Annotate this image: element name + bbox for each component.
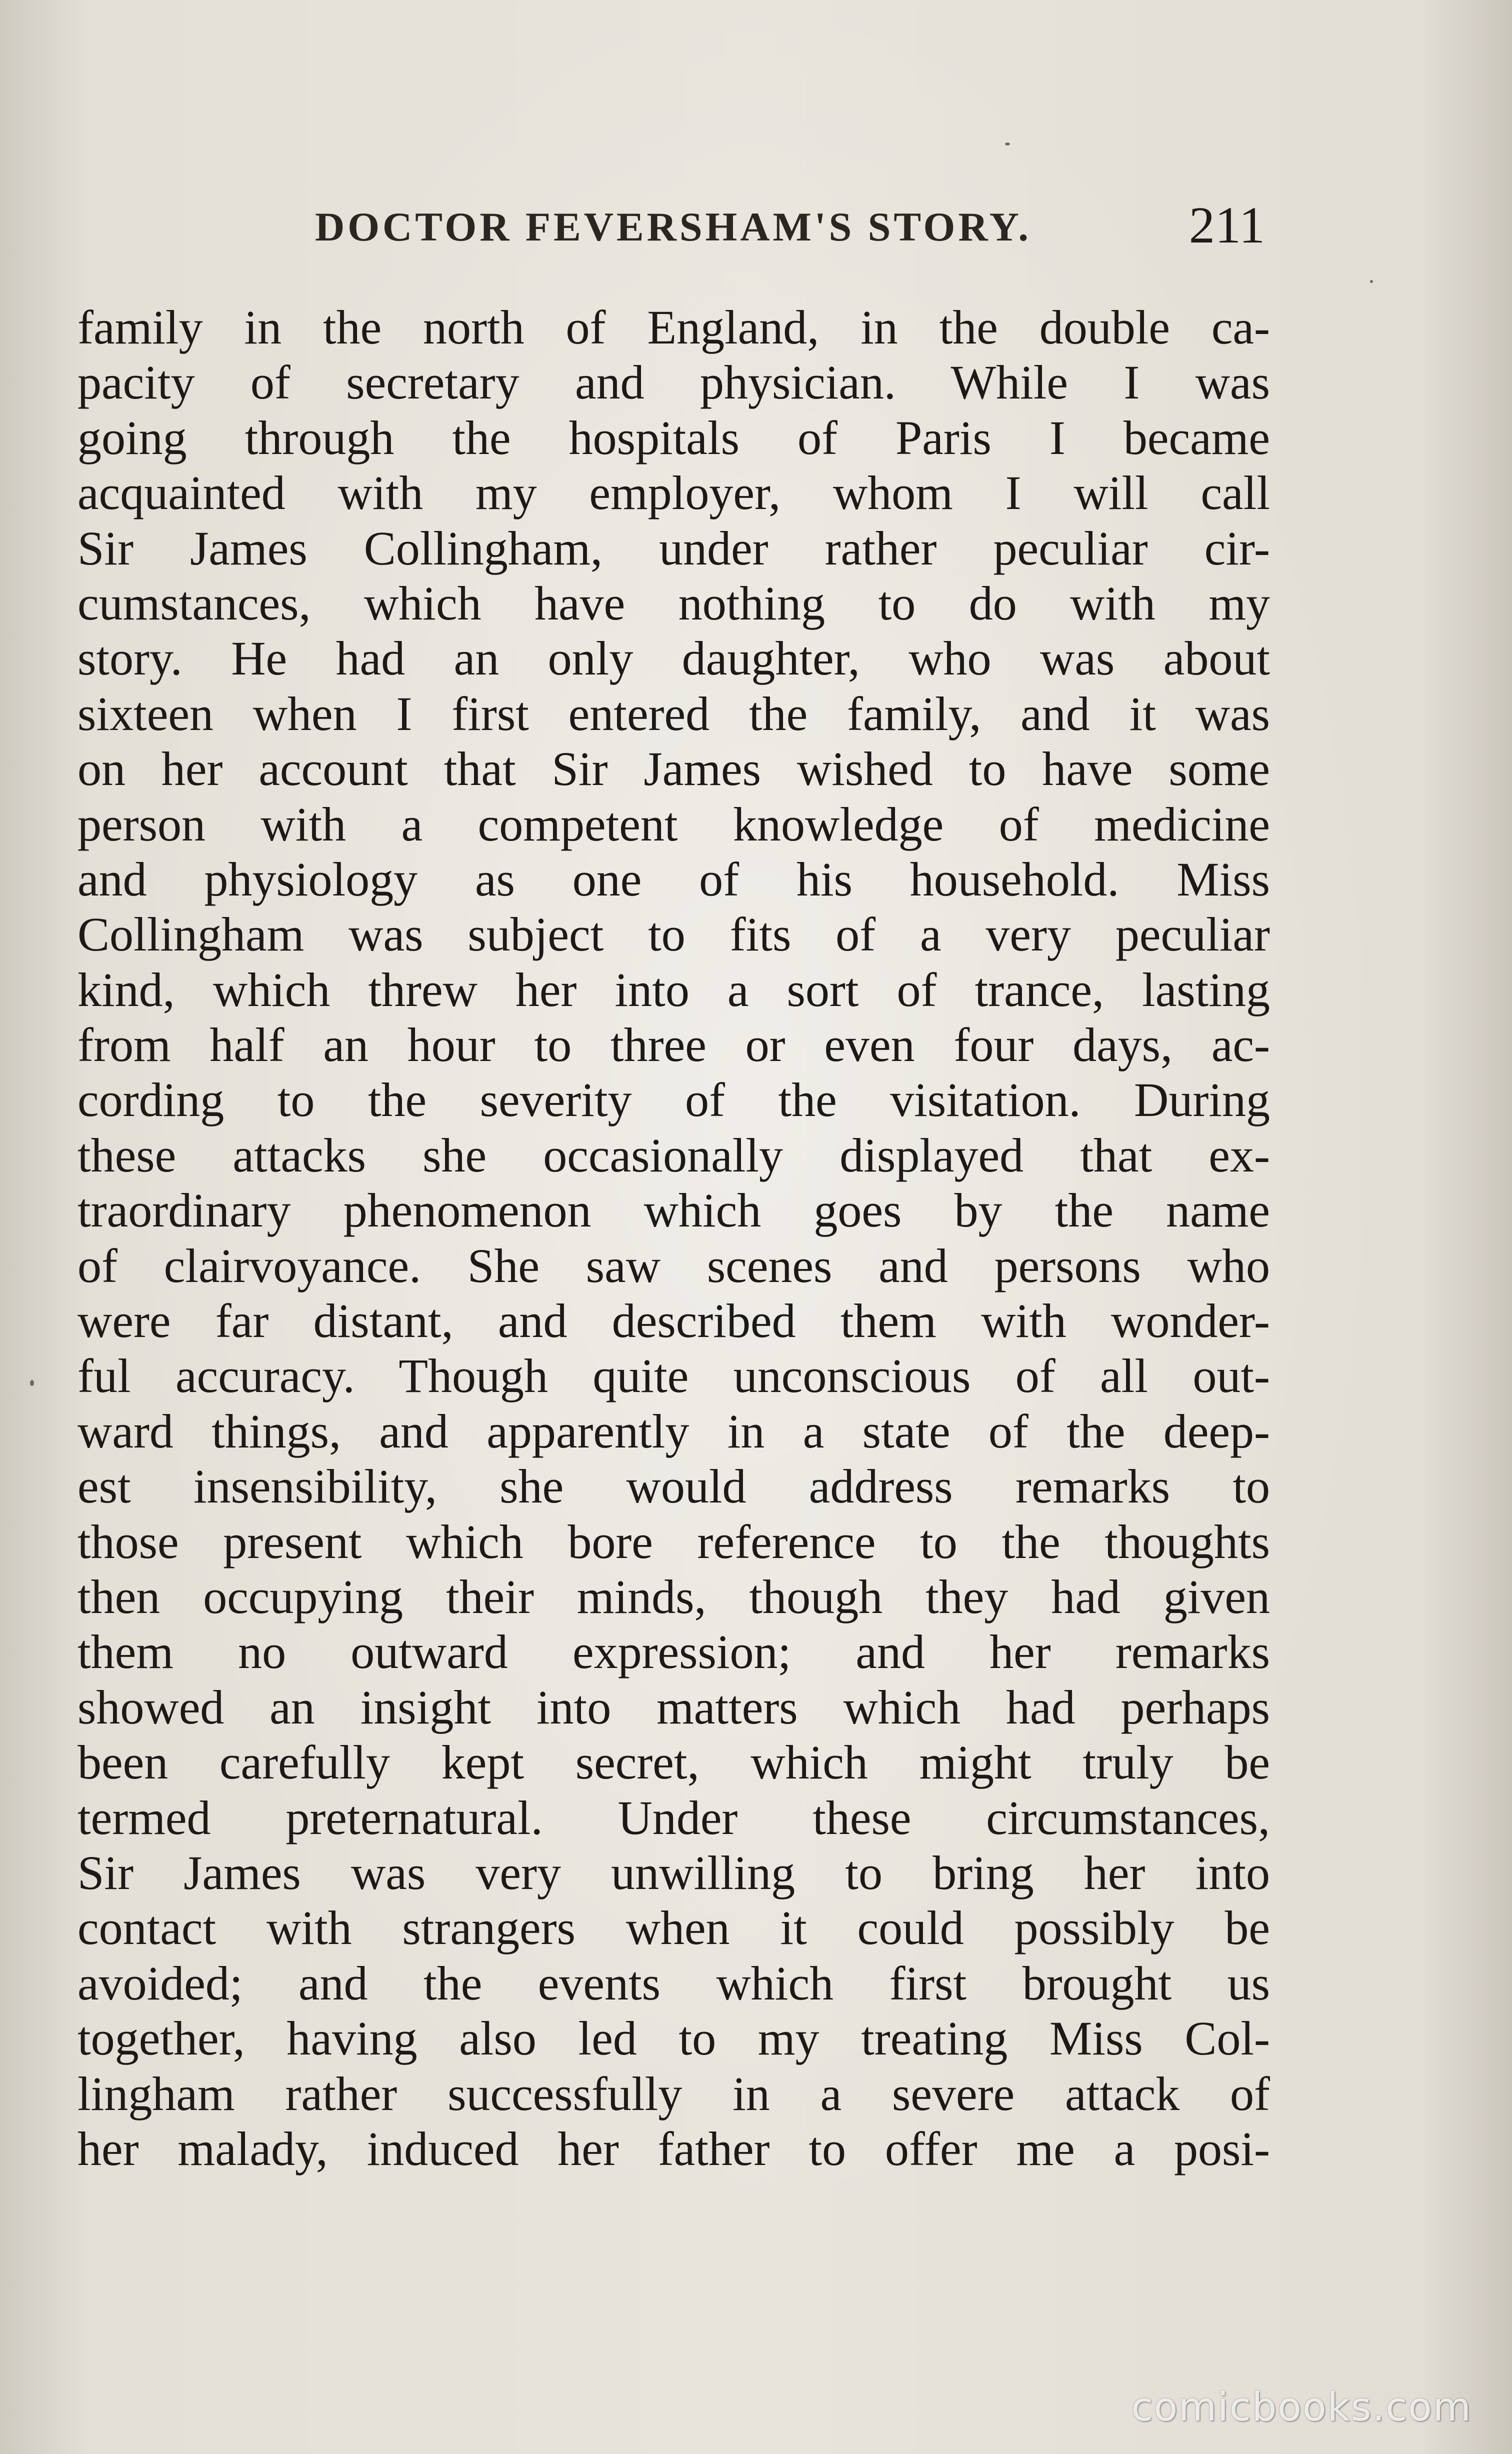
text-line: sixteen when I first entered the family, and it was	[78, 686, 1270, 740]
text-line: ful accuracy. Though quite unconscious of all out-	[78, 1349, 1270, 1403]
text-line: on her account that Sir James wished to have some	[78, 742, 1270, 796]
text-line: her malady, induced her father to offer me a posi-	[78, 2122, 1270, 2176]
text-line: from half an hour to three or even four days, ac-	[78, 1018, 1270, 1072]
text-line: showed an insight into matters which had perhaps	[78, 1680, 1270, 1734]
text-line: and physiology as one of his household. Miss	[78, 852, 1270, 906]
text-line: these attacks she occasionally displayed that ex-	[78, 1128, 1270, 1182]
running-title: DOCTOR FEVERSHAM'S STORY.	[315, 204, 1032, 250]
text-line: of clairvoyance. She saw scenes and persons who	[78, 1238, 1270, 1292]
text-line: together, having also led to my treating Miss Col-	[78, 2012, 1270, 2066]
text-line: acquainted with my employer, whom I will call	[78, 466, 1270, 520]
text-line: avoided; and the events which first brought us	[78, 1956, 1270, 2010]
body-text	[78, 300, 1270, 2176]
running-head	[78, 198, 1270, 258]
text-line: cording to the severity of the visitation. During	[78, 1073, 1270, 1127]
text-line: family in the north of England, in the double ca-	[78, 300, 1270, 354]
text-line: Collingham was subject to fits of a very peculiar	[78, 908, 1270, 962]
text-line: been carefully kept secret, which might truly be	[78, 1736, 1270, 1790]
paper-speck	[30, 1380, 34, 1386]
page-number: 211	[1188, 196, 1265, 254]
text-line: pacity of secretary and physician. While I was	[78, 356, 1270, 410]
text-line: Sir James was very unwilling to bring her into	[78, 1846, 1270, 1900]
text-line: contact with strangers when it could possibly be	[78, 1901, 1270, 1955]
text-line: them no outward expression; and her remarks	[78, 1625, 1270, 1679]
text-line: those present which bore reference to the thoughts	[78, 1514, 1270, 1568]
text-line: then occupying their minds, though they had given	[78, 1570, 1270, 1624]
paper-speck	[1005, 142, 1010, 146]
text-line: Sir James Collingham, under rather peculiar cir-	[78, 521, 1270, 575]
text-line: were far distant, and described them with wonder-	[78, 1294, 1270, 1348]
text-line: kind, which threw her into a sort of trance, lasting	[78, 962, 1270, 1016]
text-line: person with a competent knowledge of medicine	[78, 797, 1270, 851]
text-line: lingham rather successfully in a severe attack of	[78, 2066, 1270, 2120]
text-line: cumstances, which have nothing to do with my	[78, 576, 1270, 630]
text-line: termed preternatural. Under these circumstances,	[78, 1790, 1270, 1844]
paper-speck	[1370, 280, 1373, 283]
text-line: going through the hospitals of Paris I became	[78, 410, 1270, 464]
text-line: traordinary phenomenon which goes by the name	[78, 1184, 1270, 1238]
text-line: story. He had an only daughter, who was about	[78, 632, 1270, 686]
text-line: est insensibility, she would address remarks to	[78, 1460, 1270, 1514]
site-watermark: comicbooks.com	[1131, 2385, 1472, 2430]
text-line: ward things, and apparently in a state of the deep-	[78, 1404, 1270, 1458]
